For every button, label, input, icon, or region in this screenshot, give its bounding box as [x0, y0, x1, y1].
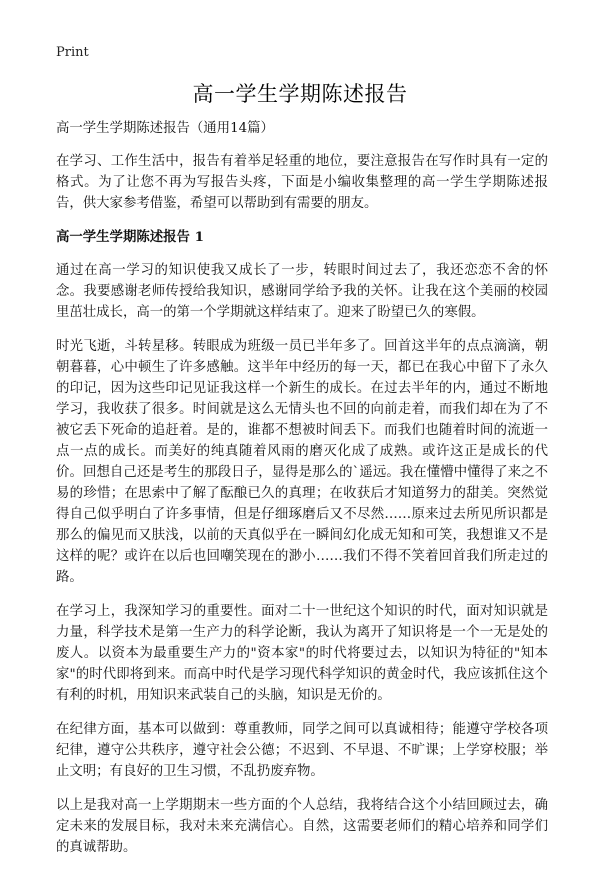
- document-subtitle: 高一学生学期陈述报告（通用14篇）: [56, 121, 274, 136]
- body-paragraph: 通过在高一学习的知识使我又成长了一步，转眼时间过去了，我还恋恋不舍的怀念。我要感谢老师传授给我知识，感谢同学给予我的关怀。让我在这个美丽的校园里茁壮成长，高一的第一个学期就这样结束了。迎来了盼望已久的寒假。: [56, 263, 548, 320]
- section-heading: 高一学生学期陈述报告 1: [56, 229, 204, 245]
- body-paragraph: 在纪律方面，基本可以做到：尊重教师，同学之间可以真诚相待；能遵守学校各项纪律，遵守公共秩序，遵守社会公德；不迟到、不早退、不旷课；上学穿校服；举止文明；有良好的卫生习惯，不乱扔废弃物。: [56, 722, 548, 779]
- intro-paragraph: 在学习、工作生活中，报告有着举足轻重的地位，要注意报告在写作时具有一定的格式。为了让您不再为写报告头疼，下面是小编收集整理的高一学生学期陈述报告，供大家参考借鉴，希望可以帮助到有需要的朋友。: [56, 154, 548, 211]
- page-title: 高一学生学期陈述报告: [192, 82, 408, 106]
- body-paragraph: 以上是我对高一上学期期末一些方面的个人总结，我将结合这个小结回顾过去，确定未来的发展目标，我对未来充满信心。自然，这需要老师们的精心培养和同学们的真诚帮助。: [56, 798, 548, 855]
- document-body: [56, 118, 548, 871]
- body-paragraph: 时光飞逝，斗转星移。转眼成为班级一员已半年多了。回首这半年的点点滴滴，朝朝暮暮，心中顿生了许多感触。这半年中经历的每一天，都已在我心中留下了永久的印记，因为这些印记见证我这样一个新生的成长。在过去半年的内，通过不断地学习，我收获了很多。时间就是这么无情头也不回的向前走着，而我们却在为了不被它丢下死命的追赶着。是的，谁都不想被时间丢下。而我们也随着时间的流逝一点一点的成长。而美好的纯真随着风雨的磨灭化成了成熟。或许这正是成长的代价。回想自己还是考生的那段日子，显得是那么的`遥远。我在懂懵中懂得了来之不易的珍惜；在思索中了解了酝酿已久的真理；在收获后才知道努力的甜美。突然觉得自己似乎明白了许多事情，但是仔细琢磨后又不尽然……原来过去所见所识都是那么的偏见而又肤浅，以前的天真似乎在一瞬间幻化成无知和可笑，我想谁又不是这样的呢？或许在以后也回嘲笑现在的渺小……我们不得不笑着回首我们所走过的路。: [56, 339, 548, 585]
- print-link[interactable]: Print: [56, 45, 89, 60]
- body-paragraph: 在学习上，我深知学习的重要性。面对二十一世纪这个知识的时代，面对知识就是力量，科学技术是第一生产力的科学论断，我认为离开了知识将是一个一无是处的废人。以资本为最重要生产力的"资本家"的时代将要过去，以知识为特征的"知本家"的时代即将到来。而高中时代是学习现代科学知识的黄金时代，我应该抓住这个有利的时机，用知识来武装自己的头脑，知识是无价的。: [56, 604, 548, 703]
